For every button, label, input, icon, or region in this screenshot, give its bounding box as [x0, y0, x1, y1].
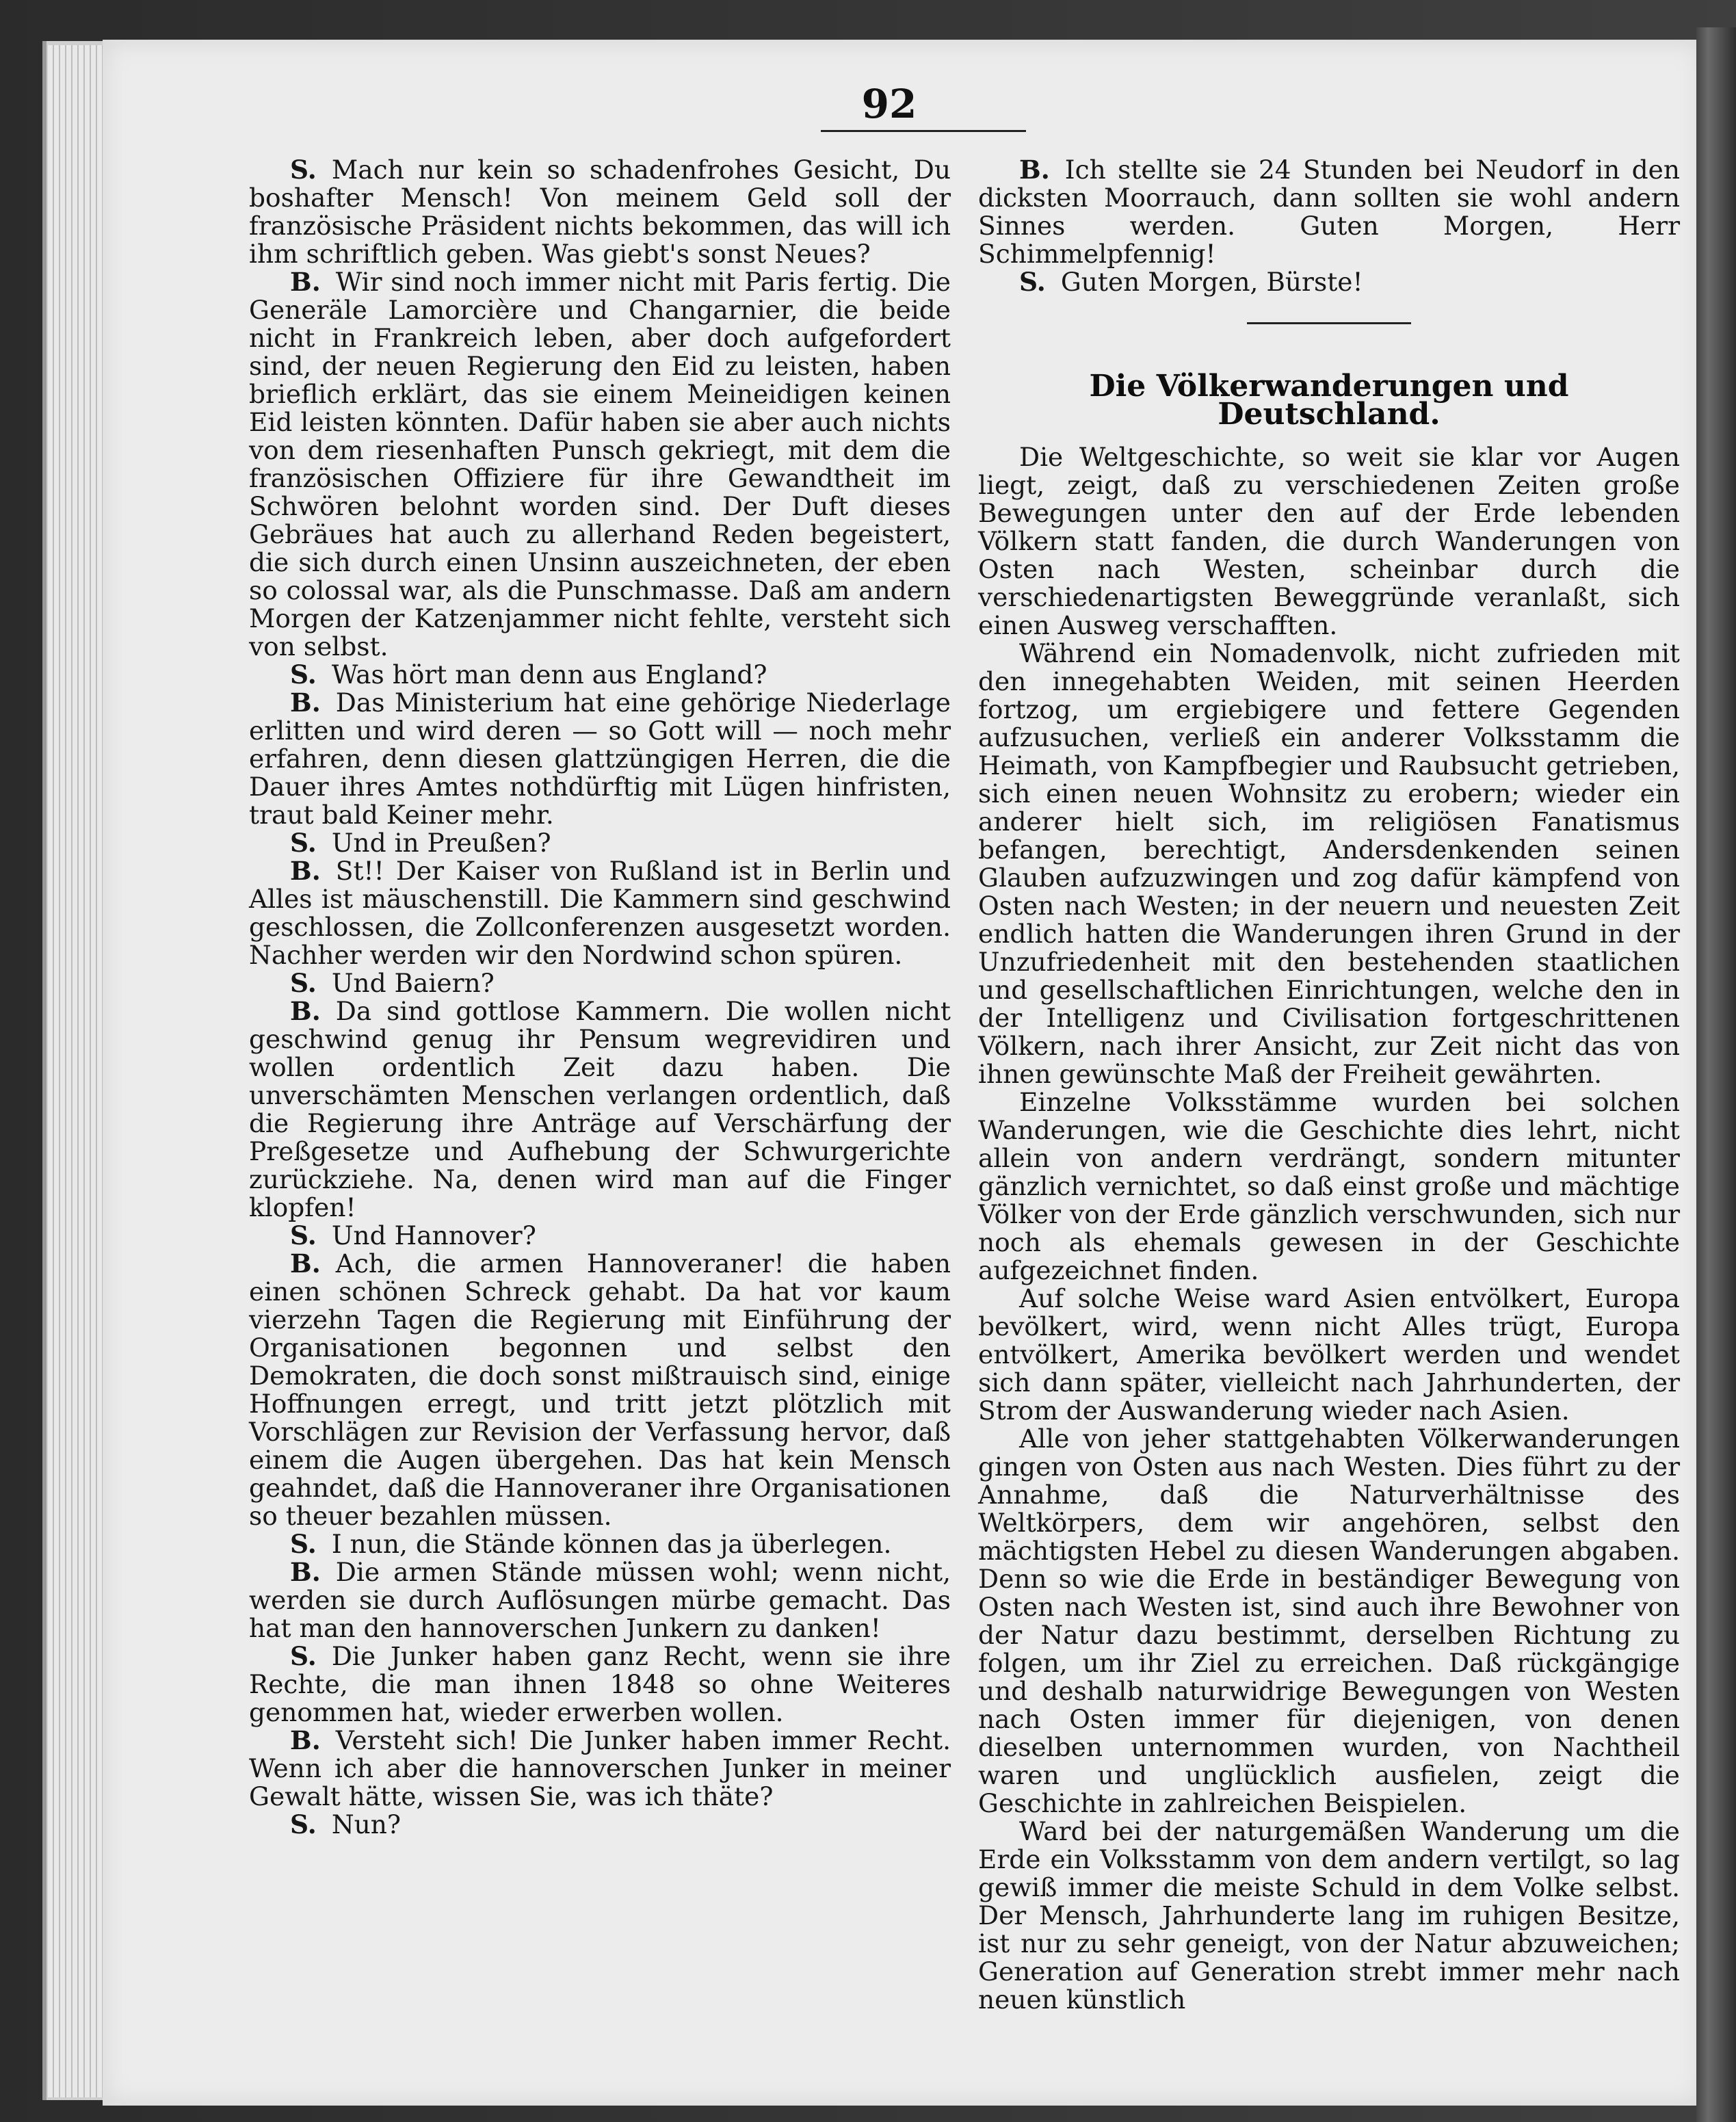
- dialogue-line: S. Guten Morgen, Bürste!: [1019, 267, 1363, 297]
- dialogue-line: S. Mach nur kein so schadenfrohes Gesicht, Du boshafter Mensch! Von meinem Geld soll der französische Präsident nichts bekommen, das will ich ihm schriftlich geben. Was giebt's sonst Neues?: [249, 155, 951, 269]
- dialogue-line: S. Die Junker haben ganz Recht, wenn sie ihre Rechte, die man ihnen 1848 so ohne Weiteres genommen hat, wieder erwerben wollen.: [249, 1641, 951, 1727]
- left-column: [249, 156, 951, 1839]
- dialogue-line: B. Da sind gottlose Kammern. Die wollen nicht geschwind genug ihr Pensum wegrevidiren und wollen ordentlich Zeit dazu haben. Die unverschämten Menschen verlangen ordentlich, daß die Regierung ihre Anträge auf Verschärfung der Preßgesetze und Aufhebung der Schwurgerichte zurückziehe. Na, denen wird man auf die Finger klopfen!: [249, 996, 951, 1222]
- article-paragraph: Einzelne Volksstämme wurden bei solchen Wanderungen, wie die Geschichte dies lehrt, nicht allein von andern verdrängt, sondern mitunter gänzlich vernichtet, so daß einst große und mächtige Völker von der Erde gänzlich verschwunden, sich nur noch als ehemals gewesen in der Geschichte aufgezeichnet finden.: [978, 1087, 1680, 1285]
- dialogue-line: S. I nun, die Stände können das ja überlegen.: [290, 1529, 892, 1559]
- page-edges: [48, 45, 109, 2097]
- article-paragraph: Während ein Nomadenvolk, nicht zufrieden mit den innegehabten Weiden, mit seinen Heerden fortzog, um ergiebigere und fettere Gegenden aufzusuchen, verließ ein anderer Volksstamm die Heimath, von Kampfbegier und Raubsucht getrieben, sich einen neuen Wohnsitz zu erobern; wieder ein anderer hielt sich, im religiösen Fanatismus befangen, berechtigt, Andersdenkenden seinen Glauben aufzuzwingen und zog dafür kämpfend von Osten nach Westen; in der neuern und neuesten Zeit endlich hatten die Wanderungen ihren Grund in der Unzufriedenheit mit den bestehenden staatlichen und gesellschaftlichen Einrichtungen, welche den in der Intelligenz und Civilisation fortgeschrittenen Völkern, nach ihrer Ansicht, zur Zeit nicht das von ihnen gewünschte Maß der Freiheit gewährten.: [978, 638, 1680, 1089]
- dialogue-line: B. Ich stellte sie 24 Stunden bei Neudorf in den dicksten Moorrauch, dann sollten sie wohl andern Sinnes werden. Guten Morgen, Herr Schimmelpfennig!: [978, 155, 1680, 269]
- dialogue-line: B. Ach, die armen Hannoveraner! die haben einen schönen Schreck gehabt. Da hat vor kaum vierzehn Tagen die Regierung mit Einführung der Organisationen begonnen und selbst den Demokraten, die doch sonst mißtrauisch sind, einige Hoffnungen erregt, und tritt jetzt plötzlich mit Vorschlägen zur Revision der Verfassung hervor, daß einem die Augen übergehen. Das hat kein Mensch geahndet, daß die Hannoveraner ihre Organisationen so theuer bezahlen müssen.: [249, 1248, 951, 1531]
- dialogue-line: S. Und Hannover?: [290, 1220, 536, 1250]
- section-divider: [1247, 322, 1411, 324]
- right-column: [978, 156, 1680, 2014]
- dialogue-line: S. Was hört man denn aus England?: [290, 659, 767, 690]
- dialogue-line: B. Versteht sich! Die Junker haben immer Recht. Wenn ich aber die hannoverschen Junker in meiner Gewalt hätte, wissen Sie, was ich thäte?: [249, 1725, 951, 1811]
- article-paragraph: Ward bei der naturgemäßen Wanderung um die Erde ein Volksstamm von dem andern vertilgt, so lag gewiß immer die meiste Schuld in dem Volke selbst. Der Mensch, Jahrhunderte lang im ruhigen Besitze, ist nur zu sehr geneigt, von der Natur abzuweichen; Generation auf Generation strebt immer mehr nach neuen künstlich: [978, 1816, 1680, 2015]
- dialogue-line: B. Die armen Stände müssen wohl; wenn nicht, werden sie durch Auflösungen mürbe gemacht. Das hat man den hannoverschen Junkern zu danken!: [249, 1557, 951, 1643]
- article-paragraph: Alle von jeher stattgehabten Völkerwanderungen gingen von Osten aus nach Westen. Dies führt zu der Annahme, daß die Naturverhältnisse des Weltkörpers, dem wir angehören, selbst den mächtigsten Hebel zu diesen Wanderungen abgaben. Denn so wie die Erde in beständiger Bewegung von Osten nach Westen ist, sind auch ihre Bewohner von der Natur dazu bestimmt, derselben Richtung zu folgen, um ihr Ziel zu erreichen. Daß rückgängige und deshalb naturwidrige Bewegungen von Westen nach Osten immer für diejenigen, von denen dieselben unternommen wurden, von Nachtheil waren und unglücklich ausfielen, zeigt die Geschichte in zahlreichen Beispielen.: [978, 1424, 1680, 1818]
- dialogue-line: S. Nun?: [290, 1809, 402, 1839]
- dialogue-line: B. St!! Der Kaiser von Rußland ist in Berlin und Alles ist mäuschenstill. Die Kammern sind geschwind geschlossen, die Zollconferenzen ausgesetzt worden. Nachher werden wir den Nordwind schon spüren.: [249, 856, 951, 970]
- right-page-edge: [1696, 27, 1736, 2122]
- page-number: 92: [861, 81, 917, 127]
- article-paragraph: Auf solche Weise ward Asien entvölkert, Europa bevölkert, wird, wenn nicht Alles trügt, Europa entvölkert, Amerika bevölkert werden und wendet sich dann später, vielleicht nach Jahrhunderten, der Strom der Auswanderung wieder nach Asien.: [978, 1283, 1680, 1426]
- article-heading: Die Völkerwanderungen und Deutschland.: [1089, 369, 1569, 432]
- article-paragraph: Die Weltgeschichte, so weit sie klar vor Augen liegt, zeigt, daß zu verschiedenen Zeiten große Bewegungen unter den auf der Erde lebenden Völkern statt fanden, die durch Wanderungen von Osten nach Westen, scheinbar durch die verschiedenartigsten Beweggründe veranlaßt, sich einen Ausweg verschafften.: [978, 442, 1680, 640]
- dialogue-line: B. Das Ministerium hat eine gehörige Niederlage erlitten und wird deren — so Gott will — noch mehr erfahren, denn diesen glattzüngigen Herren, die die Dauer ihres Amtes nothdürftig mit Lügen hinfristen, traut bald Keiner mehr.: [249, 687, 951, 830]
- dialogue-line: B. Wir sind noch immer nicht mit Paris fertig. Die Generäle Lamorcière und Changarnier, die beide nicht in Frankreich leben, aber doch aufgefordert sind, der neuen Regierung den Eid zu leisten, haben brieflich erklärt, das sie einem Meineidigen keinen Eid leisten könnten. Dafür haben sie aber auch nichts von dem riesenhaften Punsch gekriegt, mit dem die französischen Offiziere für ihre Gewandtheit im Schwören belohnt worden sind. Der Duft dieses Gebräues hat auch zu allerhand Reden begeistert, die sich durch einen Unsinn auszeichneten, der eben so colossal war, als die Punschmasse. Daß am andern Morgen der Katzenjammer nicht fehlte, versteht sich von selbst.: [249, 267, 951, 662]
- dialogue-line: S. Und in Preußen?: [290, 828, 551, 858]
- page-number-rule: [821, 130, 1026, 132]
- dialogue-line: S. Und Baiern?: [290, 968, 495, 998]
